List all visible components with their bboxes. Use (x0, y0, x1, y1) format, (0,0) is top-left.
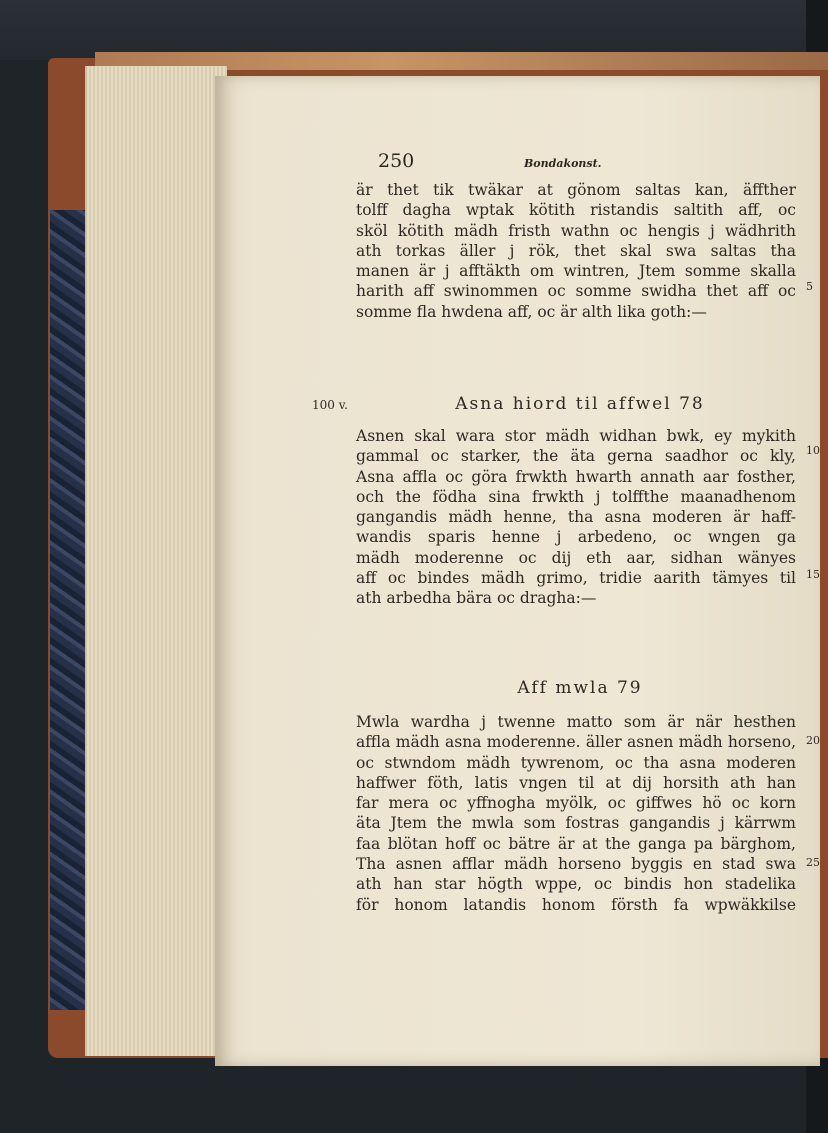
paragraph-1 (356, 180, 796, 322)
text-line: mädh moderenne oc dij eth aar, sidhan wänyes (356, 548, 796, 567)
running-title: Bondakonst. (524, 157, 602, 170)
marbled-spine (50, 210, 90, 1010)
text-line: Mwla wardha j twenne matto som är när hesthen (356, 713, 796, 731)
text-line: oc stwndom mädh tywrenom, oc tha asna moderen (356, 753, 796, 772)
backdrop (0, 0, 828, 60)
paragraph-3 (356, 712, 796, 915)
text-line: far mera oc yffnogha myölk, oc giffwes hö oc korn (356, 794, 796, 813)
text-line: Asnen skal wara stor mädh widhan bwk, ey mykith (356, 427, 796, 445)
text-line: ath arbedha bära oc dragha:— (356, 589, 597, 608)
text-line: Tha asnen afflar mädh horseno byggis en stad swa (356, 855, 796, 874)
page-edges (85, 66, 227, 1056)
page-header (378, 150, 678, 172)
line-number: 5 (806, 280, 813, 293)
margin-note: 100 v. (312, 398, 348, 412)
text-line: gangandis mädh henne, tha asna moderen är haff- (356, 508, 796, 527)
text-line: affla mädh asna moderenne. äller asnen mädh horseno, (356, 733, 796, 752)
text-line: och the födha sina frwkth j tolffthe maanadhenom (356, 487, 796, 506)
text-line: ath han star högth wppe, oc bindis hon stadelika (356, 875, 796, 894)
paragraph-2 (356, 426, 796, 609)
text-line: haffwer föth, latis vngen til at dij horsith ath han (356, 773, 796, 792)
text-line: äta Jtem the mwla som fostras gangandis j kärrwm (356, 814, 796, 833)
page-number: 250 (378, 150, 415, 172)
text-line: sköl kötith mädh fristh wathn oc hengis j wädhrith (356, 221, 796, 240)
text-line: Asna affla oc göra frwkth hwarth annath aar fosther, (356, 467, 796, 486)
section-heading: Aff mwla 79 (517, 678, 643, 698)
text-line: harith aff swinommen oc somme swidha thet aff oc (356, 282, 796, 301)
text-line: manen är j afftäkth om wintren, Jtem somme skalla (356, 262, 796, 281)
line-number: 20 (806, 734, 820, 747)
line-number: 25 (806, 856, 820, 869)
text-line: gammal oc starker, the äta gerna saadhor oc kly, (356, 447, 796, 466)
text-line: ath torkas äller j rök, thet skal swa saltas tha (356, 241, 796, 260)
text-line: aff oc bindes mädh grimo, tridie aarith tämyes til (356, 569, 796, 588)
text-line: faa blötan hoff oc bätre är at the ganga pa bärghom, (356, 834, 796, 853)
text-line: somme fla hwdena aff, oc är alth lika goth:— (356, 302, 707, 321)
text-line: wandis sparis henne j arbedeno, oc wngen ga (356, 528, 796, 547)
text-line: är thet tik twäkar at gönom saltas kan, äffther (356, 181, 796, 199)
text-line: för honom latandis honom försth fa wpwäkkilse (356, 895, 796, 914)
line-number: 15 (806, 568, 820, 581)
line-number: 10 (806, 444, 820, 457)
text-line: tolff dagha wptak kötith ristandis saltith aff, oc (356, 201, 796, 220)
section-heading: Asna hiord til affwel 78 (455, 394, 705, 414)
